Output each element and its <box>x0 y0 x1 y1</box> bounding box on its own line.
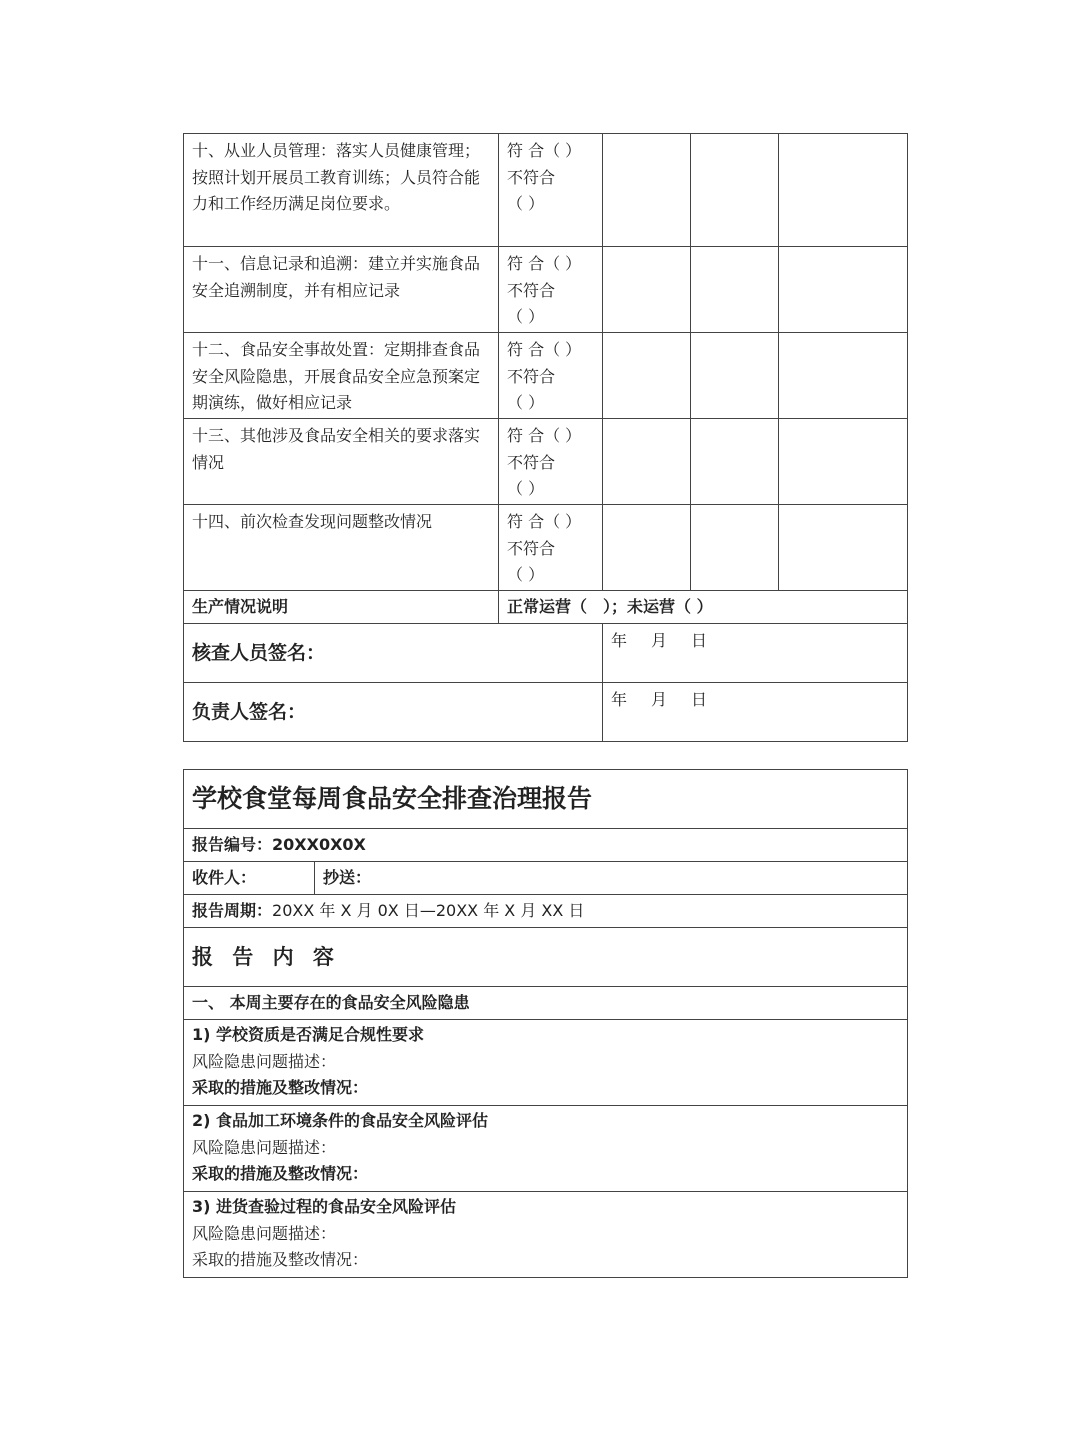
blank-cell[interactable] <box>603 333 691 419</box>
blank-cell[interactable] <box>603 247 691 333</box>
principal-signature-row <box>184 683 908 742</box>
blank-cell[interactable] <box>691 333 779 419</box>
date-year: 年 <box>611 631 628 650</box>
check-item-text: 十四、前次检查发现问题整改情况 <box>184 505 499 591</box>
compliance-cell[interactable] <box>499 134 603 247</box>
compliance-cell[interactable] <box>499 505 603 591</box>
principal-date[interactable] <box>603 683 908 742</box>
noncompliant-option[interactable]: 不符合 <box>507 366 556 386</box>
risk-item-description[interactable]: 风险隐患问题描述： <box>192 1137 337 1157</box>
blank-cell[interactable] <box>779 247 908 333</box>
blank-cell[interactable] <box>691 505 779 591</box>
blank-cell[interactable] <box>779 419 908 505</box>
check-item-text: 十二、食品安全事故处置：定期排查食品安全风险隐患，开展食品安全应急预案定期演练，做好相应记录 <box>184 333 499 419</box>
production-status-options[interactable]: 正常运营（ ）；未运营（ ） <box>499 591 908 624</box>
date-month: 月 <box>651 631 668 650</box>
principal-signature-label[interactable]: 负责人签名： <box>184 683 603 742</box>
check-item-text: 十三、其他涉及食品安全相关的要求落实情况 <box>184 419 499 505</box>
production-label: 生产情况说明 <box>184 591 499 624</box>
table-row <box>184 247 908 333</box>
risk-item-description[interactable]: 风险隐患问题描述： <box>192 1051 337 1071</box>
report-title: 学校食堂每周食品安全排查治理报告 <box>184 770 908 829</box>
check-item-text: 十、从业人员管理：落实人员健康管理；按照计划开展员工教育训练；人员符合能力和工作经历满足岗位要求。 <box>184 134 499 247</box>
table-row <box>184 928 908 987</box>
report-period-label: 报告周期： <box>192 900 273 920</box>
table-row <box>184 770 908 829</box>
noncompliant-option[interactable]: 不符合 <box>507 167 556 187</box>
inspector-date[interactable] <box>603 624 908 683</box>
table-row <box>184 419 908 505</box>
noncompliant-paren: （ ） <box>507 479 545 498</box>
risk-item-title: 2) 食品加工环境条件的食品安全风险评估 <box>192 1111 489 1130</box>
risk-item-measures[interactable]: 采取的措施及整改情况： <box>192 1250 369 1269</box>
report-period-value[interactable]: 20XX 年 X 月 0X 日—20XX 年 X 月 XX 日 <box>272 900 585 920</box>
noncompliant-paren: （ ） <box>507 307 545 326</box>
inspector-signature-row <box>184 624 908 683</box>
risk-item-title: 3) 进货查验过程的食品安全风险评估 <box>192 1197 457 1216</box>
compliant-option[interactable]: 符 合（ ） <box>507 426 582 445</box>
table-row <box>184 333 908 419</box>
report-number-value[interactable]: 20XX0X0X <box>272 834 366 854</box>
production-row <box>184 591 908 624</box>
report-number-label: 报告编号： <box>192 834 273 854</box>
cc-label[interactable]: 抄送： <box>315 862 908 895</box>
table-row <box>184 862 908 895</box>
table-row <box>184 1020 908 1106</box>
report-period <box>184 895 908 928</box>
date-day: 日 <box>691 690 708 709</box>
noncompliant-paren: （ ） <box>507 393 545 412</box>
risk-item[interactable] <box>184 1020 908 1106</box>
section-heading: 一、 本周主要存在的食品安全风险隐患 <box>184 987 908 1020</box>
noncompliant-option[interactable]: 不符合 <box>507 538 556 558</box>
blank-cell[interactable] <box>691 419 779 505</box>
report-content-heading: 报 告 内 容 <box>184 928 908 987</box>
risk-item[interactable] <box>184 1106 908 1192</box>
noncompliant-option[interactable]: 不符合 <box>507 280 556 300</box>
table-row <box>184 505 908 591</box>
blank-cell[interactable] <box>779 134 908 247</box>
table-row <box>184 987 908 1020</box>
noncompliant-paren: （ ） <box>507 194 545 213</box>
risk-item-measures[interactable]: 采取的措施及整改情况： <box>192 1078 369 1097</box>
risk-item-description[interactable]: 风险隐患问题描述： <box>192 1223 337 1243</box>
noncompliant-option[interactable]: 不符合 <box>507 452 556 472</box>
blank-cell[interactable] <box>603 419 691 505</box>
compliant-option[interactable]: 符 合（ ） <box>507 254 582 273</box>
noncompliant-paren: （ ） <box>507 565 545 584</box>
date-year: 年 <box>611 690 628 709</box>
risk-item-title: 1) 学校资质是否满足合规性要求 <box>192 1025 425 1044</box>
table-row <box>184 134 908 247</box>
date-day: 日 <box>691 631 708 650</box>
blank-cell[interactable] <box>691 247 779 333</box>
table-row <box>184 1192 908 1278</box>
blank-cell[interactable] <box>603 505 691 591</box>
table-row <box>184 829 908 862</box>
check-item-text: 十一、信息记录和追溯：建立并实施食品安全追溯制度，并有相应记录 <box>184 247 499 333</box>
compliance-cell[interactable] <box>499 333 603 419</box>
compliant-option[interactable]: 符 合（ ） <box>507 512 582 531</box>
compliance-cell[interactable] <box>499 247 603 333</box>
blank-cell[interactable] <box>603 134 691 247</box>
compliant-option[interactable]: 符 合（ ） <box>507 340 582 359</box>
weekly-report-table <box>183 769 908 1278</box>
blank-cell[interactable] <box>779 333 908 419</box>
table-row <box>184 1106 908 1192</box>
recipient-label[interactable]: 收件人： <box>184 862 315 895</box>
blank-cell[interactable] <box>691 134 779 247</box>
report-number <box>184 829 908 862</box>
inspector-signature-label[interactable]: 核查人员签名： <box>184 624 603 683</box>
risk-item-measures[interactable]: 采取的措施及整改情况： <box>192 1164 369 1183</box>
compliance-cell[interactable] <box>499 419 603 505</box>
date-month: 月 <box>651 690 668 709</box>
table-row <box>184 895 908 928</box>
compliant-option[interactable]: 符 合（ ） <box>507 141 582 160</box>
checklist-table <box>183 133 908 742</box>
risk-item[interactable] <box>184 1192 908 1278</box>
blank-cell[interactable] <box>779 505 908 591</box>
